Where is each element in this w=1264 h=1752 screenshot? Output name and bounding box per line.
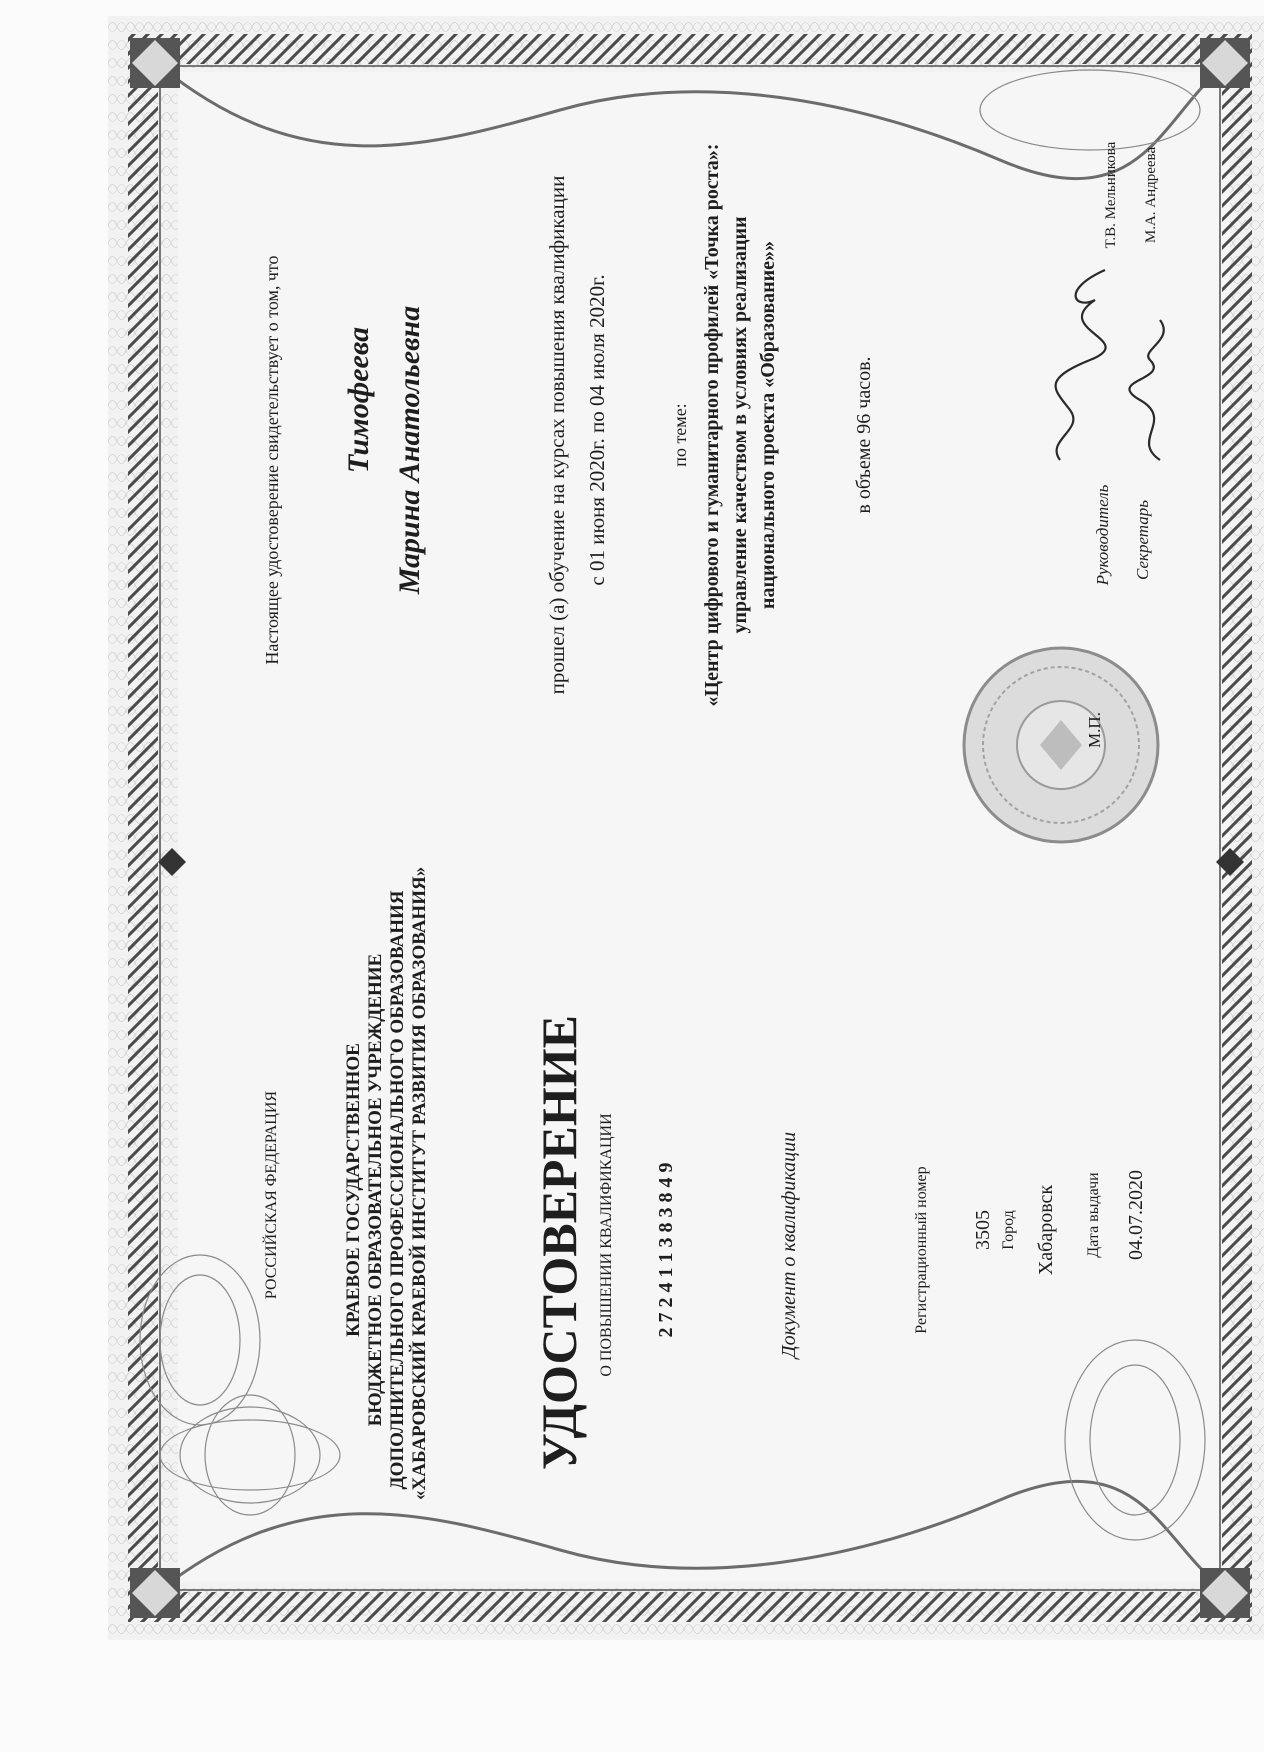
seal-label: М.П. <box>1085 712 1104 748</box>
official-seal <box>964 648 1158 842</box>
secretary-name: М.А. Андреева <box>1143 146 1159 244</box>
corner-ornament-tr <box>1200 38 1250 88</box>
doc-number: 2 7 2 4 1 1 3 8 3 8 4 9 <box>655 1162 677 1338</box>
issue-date: 04.07.2020 <box>1125 1170 1147 1260</box>
institution-name <box>343 866 431 1500</box>
topic-line-1: «Центр цифрового и гуманитарного профилей «Точка роста»: <box>701 143 723 707</box>
corner-ornament-bl <box>130 1568 180 1618</box>
institution-line-1: КРАЕВОЕ ГОСУДАРСТВЕННОЕ <box>343 1043 364 1337</box>
secretary-role: Секретарь <box>1133 500 1152 580</box>
holder-surname: Тимофеева <box>342 326 375 474</box>
country-label: РОССИЙСКАЯ ФЕДЕРАЦИЯ <box>263 1090 280 1300</box>
topic-line-2: управление качеством в условиях реализации <box>729 216 751 634</box>
institution-line-4: «ХАБАРОВСКИЙ КРАЕВОЙ ИНСТИТУТ РАЗВИТИЯ ОБРАЗОВАНИЯ» <box>409 866 430 1500</box>
head-role: Руководитель <box>1093 484 1112 586</box>
corner-ornament-tl <box>130 38 180 88</box>
course-period: с 01 июня 2020г. по 04 июля 2020г. <box>585 274 609 586</box>
holder-name: Марина Анатольевна <box>393 305 426 595</box>
topic-line-3: национального проекта «Образование»» <box>757 240 779 610</box>
corner-ornament-br <box>1200 1568 1250 1618</box>
reg-number-label: Регистрационный номер <box>913 1166 930 1334</box>
intro-text: Настоящее удостоверение свидетельствует о том, что <box>262 255 282 665</box>
institution-line-2: БЮДЖЕТНОЕ ОБРАЗОВАТЕЛЬНОЕ УЧРЕЖДЕНИЕ <box>365 953 386 1427</box>
head-name: Т.В. Мельникова <box>1103 141 1119 249</box>
course-topic <box>698 50 782 800</box>
city: Хабаровск <box>1035 1184 1057 1276</box>
issue-date-label: Дата выдачи <box>1085 1172 1102 1258</box>
course-volume: в объеме 96 часов. <box>853 356 875 514</box>
doc-title: УДОСТОВЕРЕНИЕ <box>531 1015 587 1470</box>
city-label: Город <box>1000 1210 1017 1250</box>
topic-label: по теме: <box>670 403 690 467</box>
completed-course-text: прошел (а) обучение на курсах повышения квалификации <box>545 175 569 695</box>
reg-number: 3505 <box>972 1210 994 1250</box>
institution-line-3: ДОПОЛНИТЕЛЬНОГО ПРОФЕССИОНАЛЬНОГО ОБРАЗОВАНИЯ <box>387 890 408 1490</box>
doc-subtitle: О ПОВЫШЕНИИ КВАЛИФИКАЦИИ <box>598 1113 615 1377</box>
doc-type: Документ о квалификации <box>778 1131 800 1359</box>
